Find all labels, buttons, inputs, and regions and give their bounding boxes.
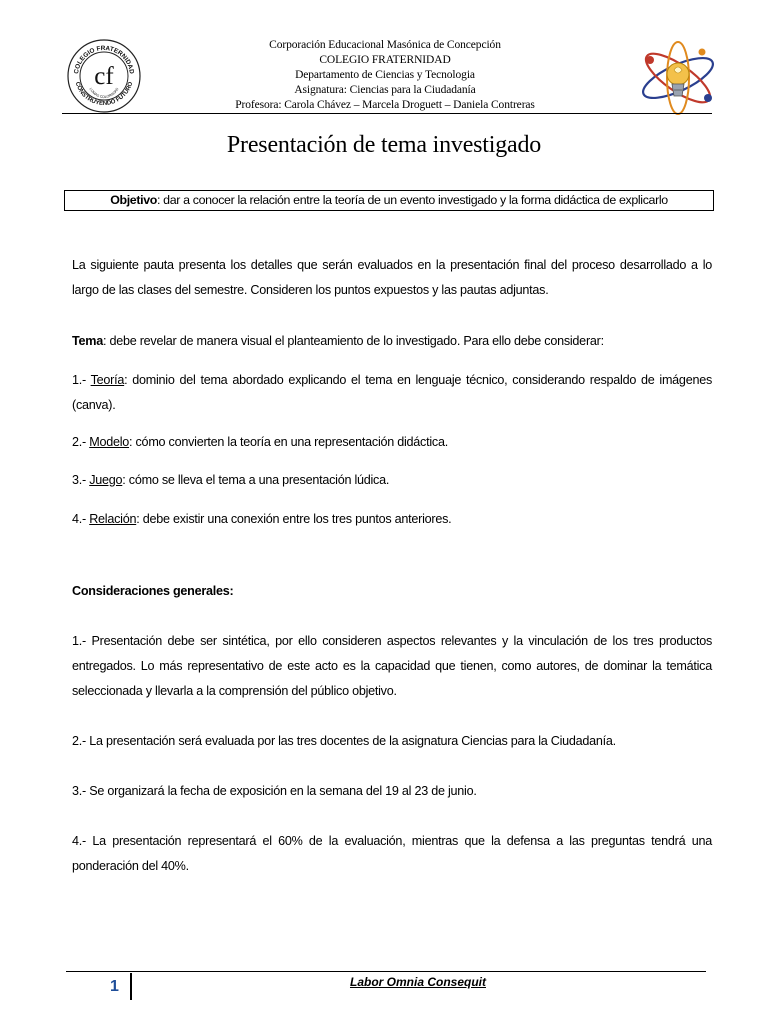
logo-monogram: cf [94,63,114,90]
consideration-item: 1.- Presentación debe ser sintética, por ello consideren aspectos relevantes y la vinculación de los tres productos entregados. Lo más representativo de este acto es la capacidad que tienen, como autores, de dominar la temática seleccionada y llevarla a la comprensión del público objetivo. [72,634,712,698]
considerations-heading: Consideraciones generales: [72,584,234,598]
header-school: COLEGIO FRATERNIDAD [319,54,451,66]
point-relacion: 4.- Relación: debe existir una conexión entre los tres puntos anteriores. [72,512,452,526]
point-label: Relación [89,512,137,526]
footer-motto: Labor Omnia Consequit [349,975,486,989]
tema-text: : debe revelar de manera visual el planteamiento de lo investigado. Para ello debe considerar: [102,334,604,348]
point-label: Juego [89,473,123,487]
point-teoria: 1.- Teoría: dominio del tema abordado explicando el tema en lenguaje técnico, considerando respaldo de imágenes (canva). [72,373,712,412]
tema-label: Tema [72,334,103,348]
objective-box [64,190,714,211]
consideration-item: 4.- La presentación representará el 60% de la evaluación, mientras que la defensa a las preguntas tendrá una ponderación del 40%. [72,834,712,873]
header-teachers: Profesora: Carola Chávez – Marcela Droguett – Daniela Contreras [235,99,535,111]
science-atom-icon [636,40,720,116]
point-modelo: 2.- Modelo: cómo convierten la teoría en una representación didáctica. [72,435,448,449]
objective-text: : dar a conocer la relación entre la teoría de un evento investigado y la forma didáctica de explicarlo [156,193,668,207]
objective-label: Objetivo [110,193,157,207]
page-title: Presentación de tema investigado [226,132,542,158]
footer-divider [66,971,706,972]
point-label: Teoría [90,373,125,387]
logo-top-text: COLEGIO FRATERNIDAD [73,44,135,75]
header-subject: Asignatura: Ciencias para la Ciudadanía [294,84,476,96]
logo-bottom-text: CONSTRUYENDO FUTURO [73,81,135,108]
school-logo [66,38,142,114]
header-corporation: Corporación Educacional Masónica de Concepción [269,39,501,51]
point-juego: 3.- Juego: cómo se lleva el tema a una presentación lúdica. [72,473,390,487]
header-department: Departamento de Ciencias y Tecnologia [295,69,475,81]
header-divider [62,113,712,114]
consideration-item: 3.- Se organizará la fecha de exposición en la semana del 19 al 23 de junio. [72,784,477,798]
point-label: Modelo [89,435,130,449]
intro-paragraph: La siguiente pauta presenta los detalles que serán evaluados en la presentación final del proceso desarrollado a lo largo de las clases del semestre. Consideren los puntos expuestos y las pautas adjuntas. [72,258,712,297]
school-header [150,38,620,113]
tema-paragraph [72,329,712,354]
consideration-item: 2.- La presentación será evaluada por las tres docentes de la asignatura Ciencias para la Ciudadanía. [72,734,616,748]
logo-inner-text: LOMAS COLORADAS [88,87,120,100]
page-number: 1 [110,978,119,995]
